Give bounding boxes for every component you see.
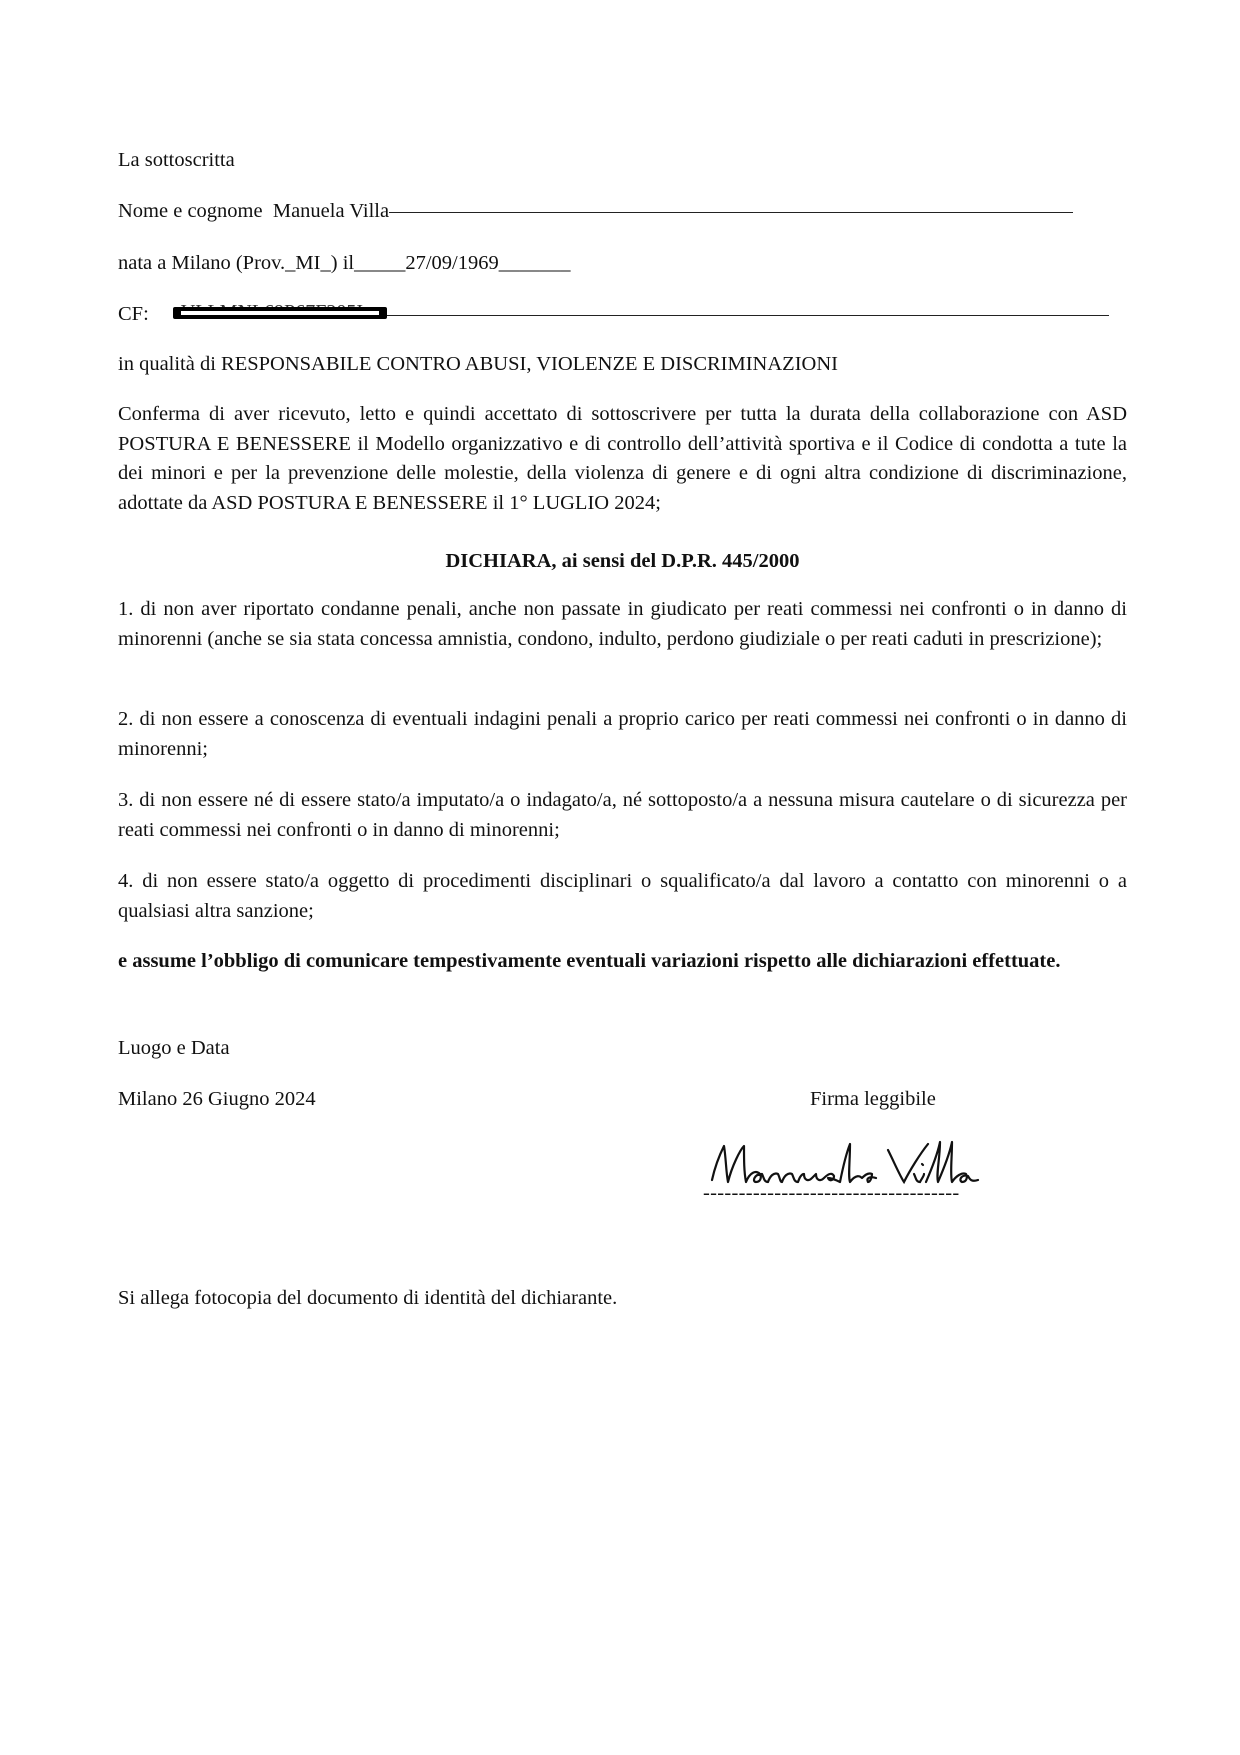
place-date-label: Luogo e Data: [118, 1037, 230, 1059]
obligation-paragraph: e assume l’obbligo di comunicare tempestivamente eventuali variazioni rispetto alle dichiarazioni effettuate.: [118, 950, 1061, 972]
declaration-heading: DICHIARA, ai sensi del D.P.R. 445/2000: [445, 550, 800, 572]
name-underline: [389, 211, 1073, 213]
place-date-value: Milano 26 Giugno 2024: [118, 1088, 316, 1110]
birth-suffix: _______: [498, 252, 571, 274]
birth-prefix: nata a Milano (Prov._MI_) il_____: [118, 252, 406, 274]
signature-label: Firma leggibile: [810, 1088, 936, 1110]
name-line: [118, 198, 1073, 224]
confirm-paragraph: Conferma di aver ricevuto, letto e quindi accettato di sottoscrivere per tutta la durata della collaborazione con ASD POSTURA E BENESSERE il Modello organizzativo e di controllo dell’attività sportiva e il Codice di condotta a tute la dei minori e per la prevenzione delle molestie, della violenza di genere e di ogni altra condizione di discriminazione, adottate da ASD POSTURA E BENESSERE il 1° LUGLIO 2024;: [118, 403, 1127, 514]
declaration-item-3: 3. di non essere né di essere stato/a imputato/a o indagato/a, né sottoposto/a a nessuna misura cautelare o di sicurezza per reati commessi nei confronti o in danno di minorenni;: [118, 789, 1127, 841]
birth-date: 27/09/1969: [405, 252, 499, 274]
intro-line: La sottoscritta: [118, 149, 235, 171]
declaration-item-2: 2. di non essere a conoscenza di eventuali indagini penali a proprio carico per reati commessi nei confronti o in danno di minorenni;: [118, 708, 1127, 760]
name-value: Manuela Villa: [272, 200, 390, 222]
declaration-item-4: 4. di non essere stato/a oggetto di procedimenti disciplinari o squalificato/a dal lavoro a contatto con minorenni o a qualsiasi altra sanzione;: [118, 870, 1127, 922]
birth-line: [118, 250, 571, 276]
signature-line: ------------------------------------: [703, 1182, 960, 1204]
role-line: in qualità di RESPONSABILE CONTRO ABUSI, VIOLENZE E DISCRIMINAZIONI: [118, 353, 838, 375]
declaration-item-1: 1. di non aver riportato condanne penali, anche non passate in giudicato per reati commessi nei confronti o in danno di minorenni (anche se sia stata concessa amnistia, condono, indulto, perdono giudiziale o per reati caduti in prescrizione);: [118, 598, 1127, 650]
redaction-bar: [173, 307, 387, 319]
cf-label: CF:: [118, 303, 149, 325]
name-label: Nome e cognome: [118, 200, 263, 222]
cf-line: [118, 301, 1109, 327]
cf-redaction: [173, 303, 387, 321]
cf-underline: [387, 314, 1109, 316]
attachment-note: Si allega fotocopia del documento di identità del dichiarante.: [118, 1287, 618, 1309]
